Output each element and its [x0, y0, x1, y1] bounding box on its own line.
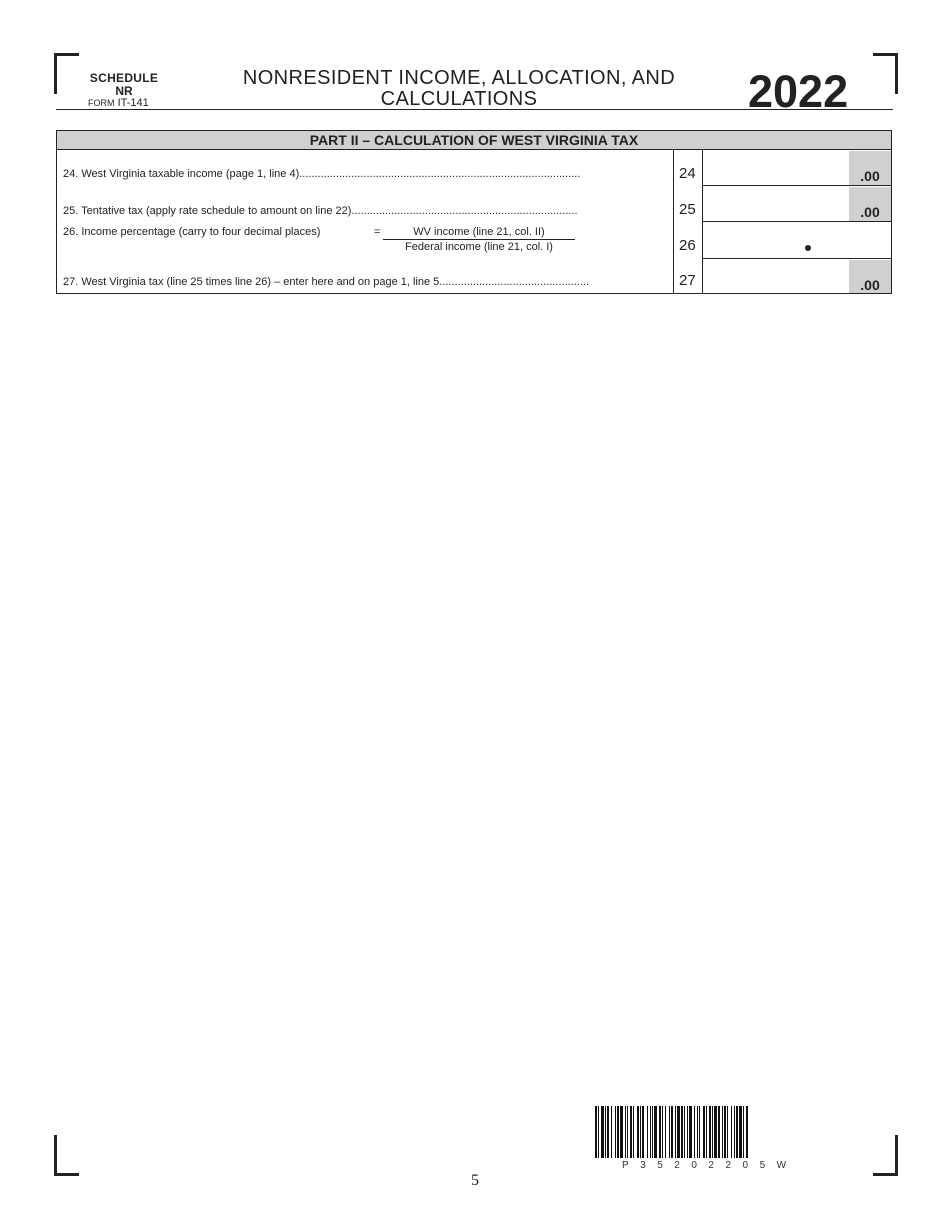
row-divider: [702, 258, 891, 259]
line-26-denominator: Federal income (line 21, col. I): [405, 241, 553, 253]
header-rule: [56, 109, 893, 110]
line-25-cents: .00: [849, 187, 891, 221]
schedule-id: NR: [115, 84, 133, 98]
decimal-point-icon: [805, 245, 811, 251]
line-26-percentage-field[interactable]: [704, 223, 890, 257]
title-line-2: CALCULATIONS: [380, 88, 538, 110]
tax-year: 2022: [748, 66, 849, 117]
schedule-identifier: [88, 72, 160, 109]
row-divider: [702, 221, 891, 222]
form-number: IT-141: [117, 97, 149, 109]
line-26-equals: =: [374, 226, 381, 238]
schedule-label: SCHEDULE: [89, 71, 159, 85]
line-27-amount-field[interactable]: [704, 260, 848, 292]
crop-mark-top-left: [54, 53, 79, 94]
line-24-cents: .00: [849, 151, 891, 185]
line-24-number: 24: [679, 165, 696, 182]
form-reference: [88, 97, 160, 109]
crop-mark-bottom-right: [873, 1135, 898, 1176]
line-25-number: 25: [679, 201, 696, 218]
barcode-icon: [595, 1106, 860, 1158]
part-ii-section: [56, 130, 892, 294]
barcode-text: P35202205W: [622, 1160, 798, 1171]
line-25-amount-field[interactable]: [704, 187, 848, 220]
crop-mark-top-right: [873, 53, 898, 94]
line-26-description: 26. Income percentage (carry to four decimal places): [63, 226, 321, 238]
crop-mark-bottom-left: [54, 1135, 79, 1176]
line-26-number: 26: [679, 237, 696, 254]
line-24-description: 24. West Virginia taxable income (page 1, line 4)............................................................................................: [63, 168, 581, 180]
line-27-description: 27. West Virginia tax (line 25 times line 26) – enter here and on page 1, line 5.................................................: [63, 276, 590, 288]
page-title: [196, 68, 722, 110]
title-line-1: NONRESIDENT INCOME, ALLOCATION, AND: [242, 67, 676, 89]
line-27-number: 27: [679, 272, 696, 289]
line-24-amount-field[interactable]: [704, 151, 848, 184]
form-word: FORM: [88, 98, 115, 108]
part-ii-heading: PART II – CALCULATION OF WEST VIRGINIA TAX: [57, 131, 891, 150]
line-number-divider: [673, 150, 674, 293]
line-27-cents: .00: [849, 260, 891, 293]
page-number: 5: [471, 1172, 479, 1189]
line-25-description: 25. Tentative tax (apply rate schedule to amount on line 22)..........................................................................: [63, 205, 578, 217]
line-26-numerator: WV income (line 21, col. II): [383, 226, 575, 240]
row-divider: [702, 185, 891, 186]
